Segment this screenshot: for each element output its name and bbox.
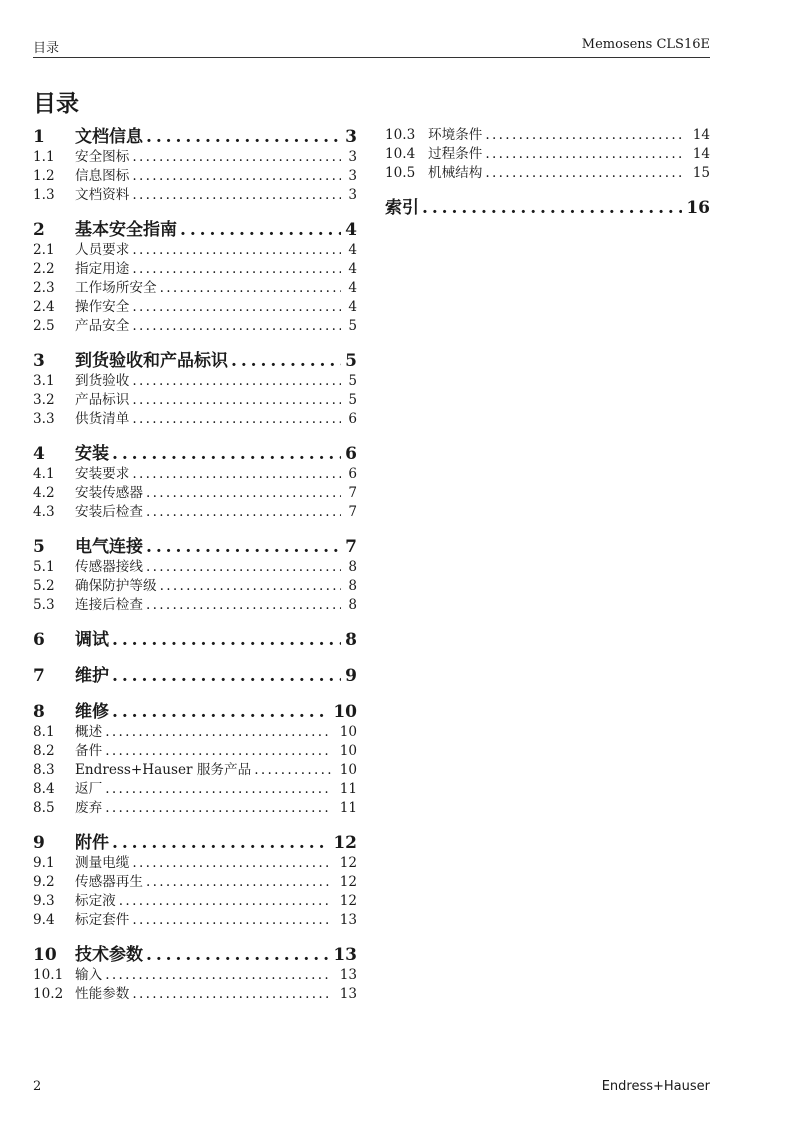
header-divider — [33, 57, 710, 58]
toc-entry-page: 7 — [345, 537, 357, 557]
toc-entry-title: 传感器再生 — [75, 874, 143, 890]
toc-leader-dots — [146, 536, 341, 558]
toc-entry-page: 14 — [692, 146, 710, 162]
toc-entry-page: 7 — [348, 485, 357, 501]
toc-entry-title: 概述 — [75, 724, 103, 740]
toc-leader-dots — [485, 126, 684, 145]
toc-entry-title: 供货清单 — [75, 411, 130, 427]
toc-leader-dots — [105, 966, 331, 985]
toc-entry-page: 13 — [339, 986, 357, 1002]
toc-entry-title: 调试 — [75, 630, 109, 650]
toc-section — [33, 629, 357, 651]
toc-subsection-entry[interactable] — [33, 854, 357, 873]
toc-subsection-entry[interactable] — [33, 985, 357, 1004]
toc-entry-title: 安装传感器 — [75, 485, 143, 501]
toc-entry-number: 3 — [33, 351, 45, 371]
toc-left-column — [33, 126, 357, 1018]
toc-entry-number: 8.1 — [33, 724, 55, 740]
toc-entry-page: 4 — [348, 280, 357, 296]
toc-leader-dots — [119, 892, 331, 911]
toc-leader-dots — [112, 701, 329, 723]
toc-chapter-entry[interactable] — [33, 219, 357, 241]
toc-leader-dots — [105, 723, 331, 742]
toc-entry-number: 8.4 — [33, 781, 55, 797]
toc-leader-dots — [132, 372, 341, 391]
toc-entry-number: 9 — [33, 833, 45, 853]
toc-entry-number: 8.2 — [33, 743, 55, 759]
toc-entry-page: 10 — [339, 724, 357, 740]
toc-section — [33, 701, 357, 818]
toc-entry-number: 6 — [33, 630, 45, 650]
toc-entry-page: 8 — [345, 630, 357, 650]
toc-entry-title: 性能参数 — [75, 986, 130, 1002]
toc-entry-number: 3.3 — [33, 411, 55, 427]
toc-entry-title: 技术参数 — [75, 945, 143, 965]
toc-leader-dots — [132, 167, 341, 186]
toc-leader-dots — [105, 742, 331, 761]
toc-entry-title: 附件 — [75, 833, 109, 853]
header-section-title: 目录 — [33, 41, 60, 56]
toc-subsection-entry[interactable] — [33, 465, 357, 484]
toc-entry-page: 8 — [348, 559, 357, 575]
toc-chapter-entry[interactable] — [33, 443, 357, 465]
toc-entry-page: 7 — [348, 504, 357, 520]
toc-entry-page: 8 — [348, 578, 357, 594]
toc-entry-number: 8.5 — [33, 800, 55, 816]
toc-entry-title: 电气连接 — [75, 537, 143, 557]
toc-leader-dots — [146, 503, 341, 522]
toc-entry-title: 传感器接线 — [75, 559, 143, 575]
toc-subsection-entry[interactable] — [33, 317, 357, 336]
toc-subsection-entry[interactable] — [33, 410, 357, 429]
toc-entry-page: 12 — [333, 833, 357, 853]
toc-entry-page: 12 — [339, 855, 357, 871]
toc-entry-number: 2.1 — [33, 242, 55, 258]
toc-entry-page: 12 — [339, 874, 357, 890]
toc-entry-title: 工作场所安全 — [75, 280, 157, 296]
toc-subsection-entry[interactable] — [33, 966, 357, 985]
toc-entry-title: 人员要求 — [75, 242, 130, 258]
toc-chapter-entry[interactable] — [33, 536, 357, 558]
toc-entry-page: 4 — [348, 299, 357, 315]
toc-entry-number: 1.1 — [33, 149, 55, 165]
toc-entry-page: 13 — [333, 945, 357, 965]
toc-chapter-entry[interactable] — [33, 832, 357, 854]
toc-subsection-entry[interactable] — [33, 761, 357, 780]
toc-subsection-entry[interactable] — [33, 799, 357, 818]
toc-entry-title: 标定套件 — [75, 912, 130, 928]
toc-entry-title: 指定用途 — [75, 261, 130, 277]
toc-entry-title: 信息图标 — [75, 168, 130, 184]
toc-entry-title: 安全图标 — [75, 149, 130, 165]
toc-entry-page: 11 — [339, 781, 357, 797]
toc-leader-dots — [112, 665, 341, 687]
toc-entry-number: 4.1 — [33, 466, 55, 482]
toc-entry-number: 8 — [33, 702, 45, 722]
toc-entry-page: 6 — [348, 466, 357, 482]
toc-entry-number: 2.5 — [33, 318, 55, 334]
toc-entry-number: 1.2 — [33, 168, 55, 184]
toc-section-continued — [385, 126, 710, 183]
toc-leader-dots — [112, 443, 341, 465]
toc-entry-title: 连接后检查 — [75, 597, 143, 613]
toc-subsection-entry[interactable] — [385, 126, 710, 145]
toc-entry-title: 到货验收和产品标识 — [75, 351, 228, 371]
toc-entry-number: 8.3 — [33, 762, 55, 778]
toc-subsection-entry[interactable] — [33, 484, 357, 503]
toc-entry-page: 10 — [339, 762, 357, 778]
toc-leader-dots — [132, 854, 331, 873]
toc-entry-number: 7 — [33, 666, 45, 686]
toc-subsection-entry[interactable] — [33, 780, 357, 799]
toc-leader-dots — [132, 186, 341, 205]
toc-subsection-entry[interactable] — [33, 148, 357, 167]
toc-leader-dots — [132, 410, 341, 429]
toc-entry-title: 安装要求 — [75, 466, 130, 482]
toc-entry-number: 5 — [33, 537, 45, 557]
toc-entry-page: 13 — [339, 967, 357, 983]
toc-entry-page: 10 — [339, 743, 357, 759]
toc-leader-dots — [132, 148, 341, 167]
toc-entry-title: 过程条件 — [428, 146, 483, 162]
toc-entry-title: 产品安全 — [75, 318, 130, 334]
toc-entry-number: 2 — [33, 220, 45, 240]
toc-leader-dots — [112, 832, 329, 854]
toc-entry-title: 标定液 — [75, 893, 116, 909]
toc-subsection-entry[interactable] — [33, 723, 357, 742]
toc-entry-page: 13 — [339, 912, 357, 928]
toc-entry-number: 1 — [33, 127, 45, 147]
toc-entry-page: 9 — [345, 666, 357, 686]
toc-entry-number: 4.3 — [33, 504, 55, 520]
toc-subsection-entry[interactable] — [385, 145, 710, 164]
toc-entry-title: 安装 — [75, 444, 109, 464]
toc-leader-dots — [132, 465, 341, 484]
toc-entry-page: 15 — [692, 165, 710, 181]
toc-entry-title: 机械结构 — [428, 165, 483, 181]
toc-entry-number: 2.2 — [33, 261, 55, 277]
toc-subsection-entry[interactable] — [33, 391, 357, 410]
toc-chapter-entry[interactable] — [33, 665, 357, 687]
toc-entry-page: 5 — [348, 318, 357, 334]
toc-section — [33, 219, 357, 336]
toc-entry-page: 3 — [345, 127, 357, 147]
toc-section — [33, 665, 357, 687]
toc-leader-dots — [231, 350, 341, 372]
toc-leader-dots — [422, 197, 682, 219]
toc-entry-number: 9.2 — [33, 874, 55, 890]
toc-entry-title: 产品标识 — [75, 392, 130, 408]
toc-entry-title: 输入 — [75, 967, 103, 983]
toc-subsection-entry[interactable] — [33, 873, 357, 892]
toc-leader-dots — [132, 317, 341, 336]
toc-entry-number: 9.4 — [33, 912, 55, 928]
toc-entry-page: 4 — [348, 242, 357, 258]
toc-entry-number: 4.2 — [33, 485, 55, 501]
toc-chapter-entry[interactable] — [33, 629, 357, 651]
toc-entry-number: 10 — [33, 945, 57, 965]
toc-right-column — [385, 126, 710, 219]
toc-entry-number: 5.2 — [33, 578, 55, 594]
toc-entry-title: 文档资料 — [75, 187, 130, 203]
toc-entry-page: 16 — [686, 198, 710, 218]
toc-section — [33, 350, 357, 429]
toc-entry-title: 到货验收 — [75, 373, 130, 389]
toc-chapter-entry[interactable] — [33, 350, 357, 372]
toc-entry-page: 5 — [348, 373, 357, 389]
toc-entry-title: 基本安全指南 — [75, 220, 177, 240]
toc-leader-dots — [105, 799, 331, 818]
toc-entry-number: 10.2 — [33, 986, 64, 1002]
toc-entry-page: 12 — [339, 893, 357, 909]
toc-entry-index[interactable] — [385, 197, 710, 219]
toc-entry-number: 10.5 — [385, 165, 416, 181]
toc-entry-title: 维修 — [75, 702, 109, 722]
toc-entry-number: 10.3 — [385, 127, 416, 143]
toc-subsection-entry[interactable] — [33, 577, 357, 596]
toc-entry-number: 5.1 — [33, 559, 55, 575]
toc-subsection-entry[interactable] — [33, 892, 357, 911]
toc-leader-dots — [146, 558, 341, 577]
toc-entry-page: 5 — [345, 351, 357, 371]
toc-entry-number: 10.1 — [33, 967, 64, 983]
toc-entry-page: 8 — [348, 597, 357, 613]
toc-leader-dots — [485, 164, 684, 183]
toc-entry-number: 9.1 — [33, 855, 55, 871]
toc-section — [33, 944, 357, 1004]
toc-entry-page: 6 — [348, 411, 357, 427]
toc-leader-dots — [105, 780, 331, 799]
toc-entry-title: 废弃 — [75, 800, 103, 816]
toc-entry-title: 维护 — [75, 666, 109, 686]
toc-entry-number: 5.3 — [33, 597, 55, 613]
toc-leader-dots — [146, 126, 341, 148]
toc-subsection-entry[interactable] — [33, 241, 357, 260]
toc-entry-page: 3 — [348, 187, 357, 203]
toc-entry-page: 3 — [348, 149, 357, 165]
toc-leader-dots — [160, 577, 341, 596]
toc-subsection-entry[interactable] — [33, 298, 357, 317]
toc-subsection-entry[interactable] — [33, 503, 357, 522]
toc-leader-dots — [146, 944, 329, 966]
toc-entry-page: 5 — [348, 392, 357, 408]
toc-chapter-entry[interactable] — [33, 126, 357, 148]
header-product-name: Memosens CLS16E — [581, 37, 710, 52]
toc-subsection-entry[interactable] — [385, 164, 710, 183]
toc-entry-title: 返厂 — [75, 781, 103, 797]
toc-entry-number: 1.3 — [33, 187, 55, 203]
toc-leader-dots — [254, 761, 331, 780]
toc-entry-title: 安装后检查 — [75, 504, 143, 520]
toc-entry-title: 环境条件 — [428, 127, 483, 143]
toc-entry-number: 2.3 — [33, 280, 55, 296]
toc-leader-dots — [180, 219, 341, 241]
toc-entry-title: 文档信息 — [75, 127, 143, 147]
toc-entry-title: 备件 — [75, 743, 103, 759]
toc-entry-number: 3.2 — [33, 392, 55, 408]
toc-entry-page: 14 — [692, 127, 710, 143]
toc-entry-number: 2.4 — [33, 299, 55, 315]
toc-entry-page: 4 — [348, 261, 357, 277]
toc-entry-title: 测量电缆 — [75, 855, 130, 871]
toc-entry-number: 4 — [33, 444, 45, 464]
toc-chapter-entry[interactable] — [33, 944, 357, 966]
toc-subsection-entry[interactable] — [33, 279, 357, 298]
toc-subsection-entry[interactable] — [33, 260, 357, 279]
toc-section — [33, 536, 357, 615]
toc-chapter-entry[interactable] — [33, 701, 357, 723]
toc-subsection-entry[interactable] — [33, 558, 357, 577]
toc-leader-dots — [485, 145, 684, 164]
toc-leader-dots — [146, 484, 341, 503]
toc-leader-dots — [146, 596, 341, 615]
toc-entry-page: 6 — [345, 444, 357, 464]
footer-brand-logo: Endress+Hauser — [601, 1079, 710, 1094]
toc-leader-dots — [132, 241, 341, 260]
toc-entry-number: 9.3 — [33, 893, 55, 909]
page-title: 目录 — [33, 90, 79, 117]
toc-leader-dots — [132, 985, 331, 1004]
toc-section — [33, 832, 357, 930]
toc-subsection-entry[interactable] — [33, 911, 357, 930]
toc-subsection-entry[interactable] — [33, 167, 357, 186]
toc-entry-title: 操作安全 — [75, 299, 130, 315]
toc-subsection-entry[interactable] — [33, 186, 357, 205]
toc-entry-page: 11 — [339, 800, 357, 816]
toc-subsection-entry[interactable] — [33, 596, 357, 615]
toc-leader-dots — [160, 279, 341, 298]
toc-entry-number: 3.1 — [33, 373, 55, 389]
toc-section — [33, 126, 357, 205]
toc-subsection-entry[interactable] — [33, 742, 357, 761]
toc-entry-page: 3 — [348, 168, 357, 184]
toc-entry-title: 索引 — [385, 198, 419, 218]
toc-subsection-entry[interactable] — [33, 372, 357, 391]
toc-entry-number: 10.4 — [385, 146, 416, 162]
toc-leader-dots — [112, 629, 341, 651]
toc-entry-page: 4 — [345, 220, 357, 240]
toc-entry-page: 10 — [333, 702, 357, 722]
toc-leader-dots — [132, 911, 331, 930]
toc-leader-dots — [132, 298, 341, 317]
footer-page-number: 2 — [33, 1079, 42, 1094]
toc-entry-title: Endress+Hauser 服务产品 — [75, 762, 252, 778]
toc-leader-dots — [132, 391, 341, 410]
toc-section — [33, 443, 357, 522]
toc-entry-title: 确保防护等级 — [75, 578, 157, 594]
toc-leader-dots — [132, 260, 341, 279]
toc-leader-dots — [146, 873, 331, 892]
